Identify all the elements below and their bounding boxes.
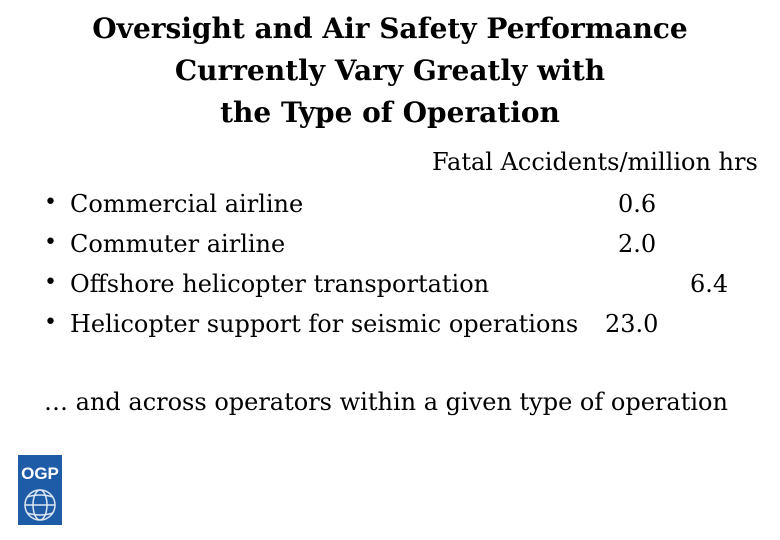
column-header: Fatal Accidents/million hrs: [432, 148, 758, 176]
operation-label: Offshore helicopter transportation: [70, 270, 490, 298]
bullet-marker: •: [44, 230, 57, 255]
operation-label: Commercial airline: [70, 190, 304, 218]
bullet-marker: •: [44, 270, 57, 295]
logo-text: OGP: [21, 464, 59, 483]
ogp-logo: [18, 455, 62, 525]
accident-rate-value: 6.4: [690, 270, 729, 298]
title-line-2: Currently Vary Greatly with: [174, 54, 606, 87]
title-line-1: Oversight and Air Safety Performance: [92, 12, 688, 45]
title-line-3: the Type of Operation: [220, 96, 560, 129]
globe-icon: [25, 490, 55, 520]
accident-rate-value: 2.0: [618, 230, 657, 258]
footnote-text: … and across operators within a given type of operation: [44, 388, 728, 416]
accident-rate-value: 0.6: [618, 190, 657, 218]
operation-label: Helicopter support for seismic operations: [70, 310, 579, 338]
slide-title: [0, 8, 780, 134]
operation-label: Commuter airline: [70, 230, 286, 258]
bullet-marker: •: [44, 190, 57, 215]
bullet-marker: •: [44, 310, 57, 335]
accident-rate-value: 23.0: [605, 310, 659, 338]
